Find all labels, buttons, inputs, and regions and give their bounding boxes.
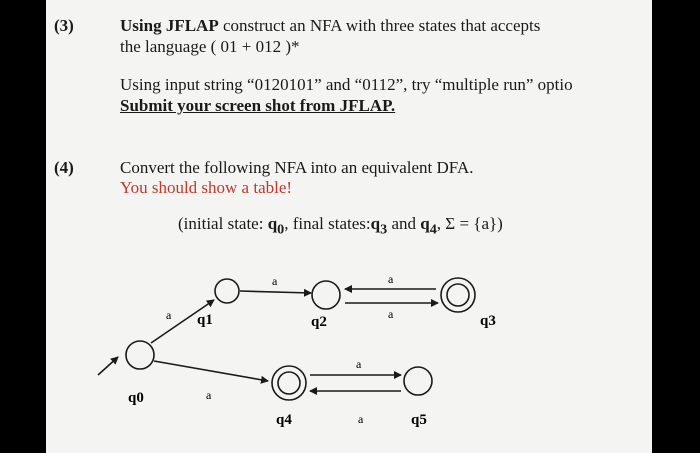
edge-q5-q4-label: a bbox=[358, 412, 364, 426]
edge-q4-q5-label: a bbox=[356, 357, 362, 371]
state-q2 bbox=[312, 281, 340, 309]
state-q1-label: q1 bbox=[197, 312, 213, 328]
edge-q0-q4-label: a bbox=[206, 388, 212, 402]
question-4-line-3 bbox=[178, 214, 503, 238]
question-3-line-1-rest: construct an NFA with three states that accepts bbox=[218, 16, 541, 35]
question-4-line-2: You should show a table! bbox=[120, 178, 293, 197]
state-q4-outer bbox=[272, 366, 306, 400]
question-3-line-1 bbox=[120, 16, 540, 36]
nfa-diagram bbox=[46, 253, 652, 453]
question-3-submit-line: Submit your screen shot from JFLAP. bbox=[120, 96, 396, 115]
initial-state-label: (initial state: bbox=[178, 214, 268, 233]
and-label: and bbox=[387, 214, 421, 233]
initial-state-q0: $q_0$ bbox=[267, 214, 285, 238]
state-q0-label: q0 bbox=[128, 390, 144, 406]
start-arrow bbox=[98, 357, 118, 375]
final-state-q4: $q_4$ bbox=[420, 214, 437, 238]
state-q5 bbox=[404, 367, 432, 395]
final-states-label: , final states: bbox=[284, 214, 371, 233]
question-3-line-2: the language ( 01 + 012 )* bbox=[120, 37, 300, 56]
edge-q1-q2-label: a bbox=[272, 274, 278, 288]
edge-q1-q2 bbox=[240, 291, 311, 293]
edge-q3-q2-label: a bbox=[388, 272, 394, 286]
question-4-line-1: Convert the following NFA into an equivalent DFA. bbox=[120, 158, 474, 177]
document-page bbox=[46, 0, 652, 453]
state-q4-label: q4 bbox=[276, 412, 292, 428]
question-4-number: (4) bbox=[54, 158, 74, 177]
state-q3-outer bbox=[441, 278, 475, 312]
state-q4-inner bbox=[278, 372, 300, 394]
question-3-number: (3) bbox=[54, 16, 74, 35]
edge-q2-q3-label: a bbox=[388, 307, 394, 321]
state-q2-label: q2 bbox=[311, 314, 327, 330]
question-3-jflap-bold: Using JFLAP bbox=[120, 16, 219, 35]
alphabet-label: , Σ = {a}) bbox=[436, 214, 503, 233]
edge-q0-q4 bbox=[154, 361, 268, 381]
question-3-line-3: Using input string “0120101” and “0112”, try “multiple run” optio bbox=[120, 75, 573, 94]
state-q5-label: q5 bbox=[411, 412, 427, 428]
state-q0 bbox=[126, 341, 154, 369]
state-q3-label: q3 bbox=[480, 313, 496, 329]
state-q3-inner bbox=[447, 284, 469, 306]
state-q1 bbox=[215, 279, 239, 303]
edge-q0-q1-label: a bbox=[166, 308, 172, 322]
final-state-q3: $q_3$ bbox=[370, 214, 388, 238]
